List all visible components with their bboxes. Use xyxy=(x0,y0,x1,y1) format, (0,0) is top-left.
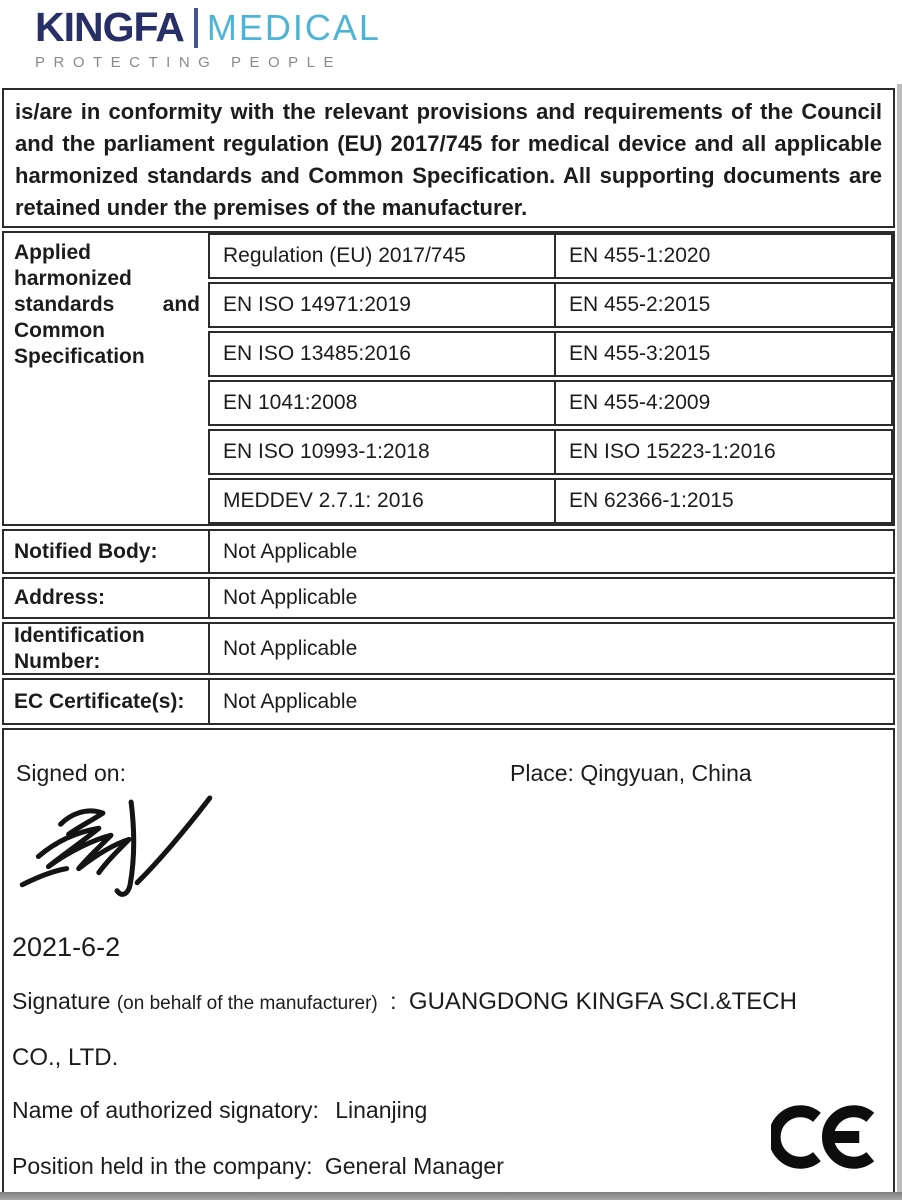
standard-cell: MEDDEV 2.7.1: 2016 xyxy=(208,478,556,524)
scan-edge-right xyxy=(897,84,902,1200)
info-label: Identification Number: xyxy=(4,624,210,673)
standard-cell: EN 62366-1:2015 xyxy=(554,478,893,524)
standard-cell: EN ISO 15223-1:2016 xyxy=(554,429,893,475)
kingfa-medical-logo xyxy=(35,4,435,71)
logo-tagline: PROTECTING PEOPLE xyxy=(35,54,343,71)
standard-cell: EN ISO 10993-1:2018 xyxy=(208,429,556,475)
signatory-name: Linanjing xyxy=(335,1097,428,1123)
signed-date: 2021-6-2 xyxy=(12,932,121,962)
table-row xyxy=(208,282,893,328)
signature-separator: : xyxy=(390,988,397,1014)
info-label: Address: xyxy=(4,579,210,617)
table-row xyxy=(208,331,893,377)
conformity-statement: is/are in conformity with the relevant provisions and requirements of the Council and the parliament regulation (EU) 2017/745 for medical device and all applicable harmonized standards and Common Specification. All supporting documents are retained under the premises of the manufacturer. xyxy=(2,88,895,228)
identification-number-row xyxy=(2,622,895,675)
table-row xyxy=(208,478,893,524)
manufacturer-name: GUANGDONG KINGFA SCI.&TECH xyxy=(408,988,797,1015)
info-value: Not Applicable xyxy=(223,539,358,563)
info-value: Not Applicable xyxy=(223,586,358,609)
scan-edge-bottom xyxy=(0,1192,902,1200)
signature-section xyxy=(2,728,895,1194)
standard-cell: EN 455-1:2020 xyxy=(554,233,893,279)
ec-certificate-row xyxy=(2,678,895,725)
signed-on-label: Signed on: xyxy=(16,760,126,786)
signature-prefix: Signature xyxy=(12,988,111,1014)
position-line xyxy=(12,1153,504,1180)
handwritten-signature-image xyxy=(10,794,222,920)
table-row xyxy=(208,429,893,475)
authorized-signatory-line xyxy=(12,1097,427,1124)
standard-cell: Regulation (EU) 2017/745 xyxy=(208,233,556,279)
standards-table-header: Applied harmonized standards and Common Specification xyxy=(14,241,200,368)
position-label: Position held in the company: xyxy=(12,1153,313,1179)
certificate-body xyxy=(2,88,895,1194)
info-value: Not Applicable xyxy=(223,689,358,713)
logo-brand-text: KINGFA xyxy=(35,4,184,50)
table-row xyxy=(208,380,893,426)
info-label: Notified Body: xyxy=(4,531,210,572)
signature-note: (on behalf of the manufacturer) xyxy=(116,993,378,1014)
standard-cell: EN 455-4:2009 xyxy=(554,380,893,426)
info-label: EC Certificate(s): xyxy=(4,680,210,723)
address-row xyxy=(2,577,895,619)
logo-divider xyxy=(194,8,198,48)
position-value: General Manager xyxy=(324,1153,504,1179)
info-value: Not Applicable xyxy=(223,636,358,660)
ce-mark-icon xyxy=(771,1098,885,1176)
standard-cell: EN ISO 14971:2019 xyxy=(208,282,556,328)
manufacturer-name-continued: CO., LTD. xyxy=(12,1044,119,1071)
notified-body-row xyxy=(2,529,895,574)
standard-cell: EN ISO 13485:2016 xyxy=(208,331,556,377)
standards-table xyxy=(2,231,895,526)
signature-on-behalf-line xyxy=(12,988,797,1016)
standard-cell: EN 455-2:2015 xyxy=(554,282,893,328)
place-text: Place: Qingyuan, China xyxy=(510,760,752,786)
table-row xyxy=(208,233,893,279)
logo-division-text: MEDICAL xyxy=(206,6,381,48)
standard-cell: EN 1041:2008 xyxy=(208,380,556,426)
standard-cell: EN 455-3:2015 xyxy=(554,331,893,377)
signatory-label: Name of authorized signatory: xyxy=(12,1097,319,1123)
